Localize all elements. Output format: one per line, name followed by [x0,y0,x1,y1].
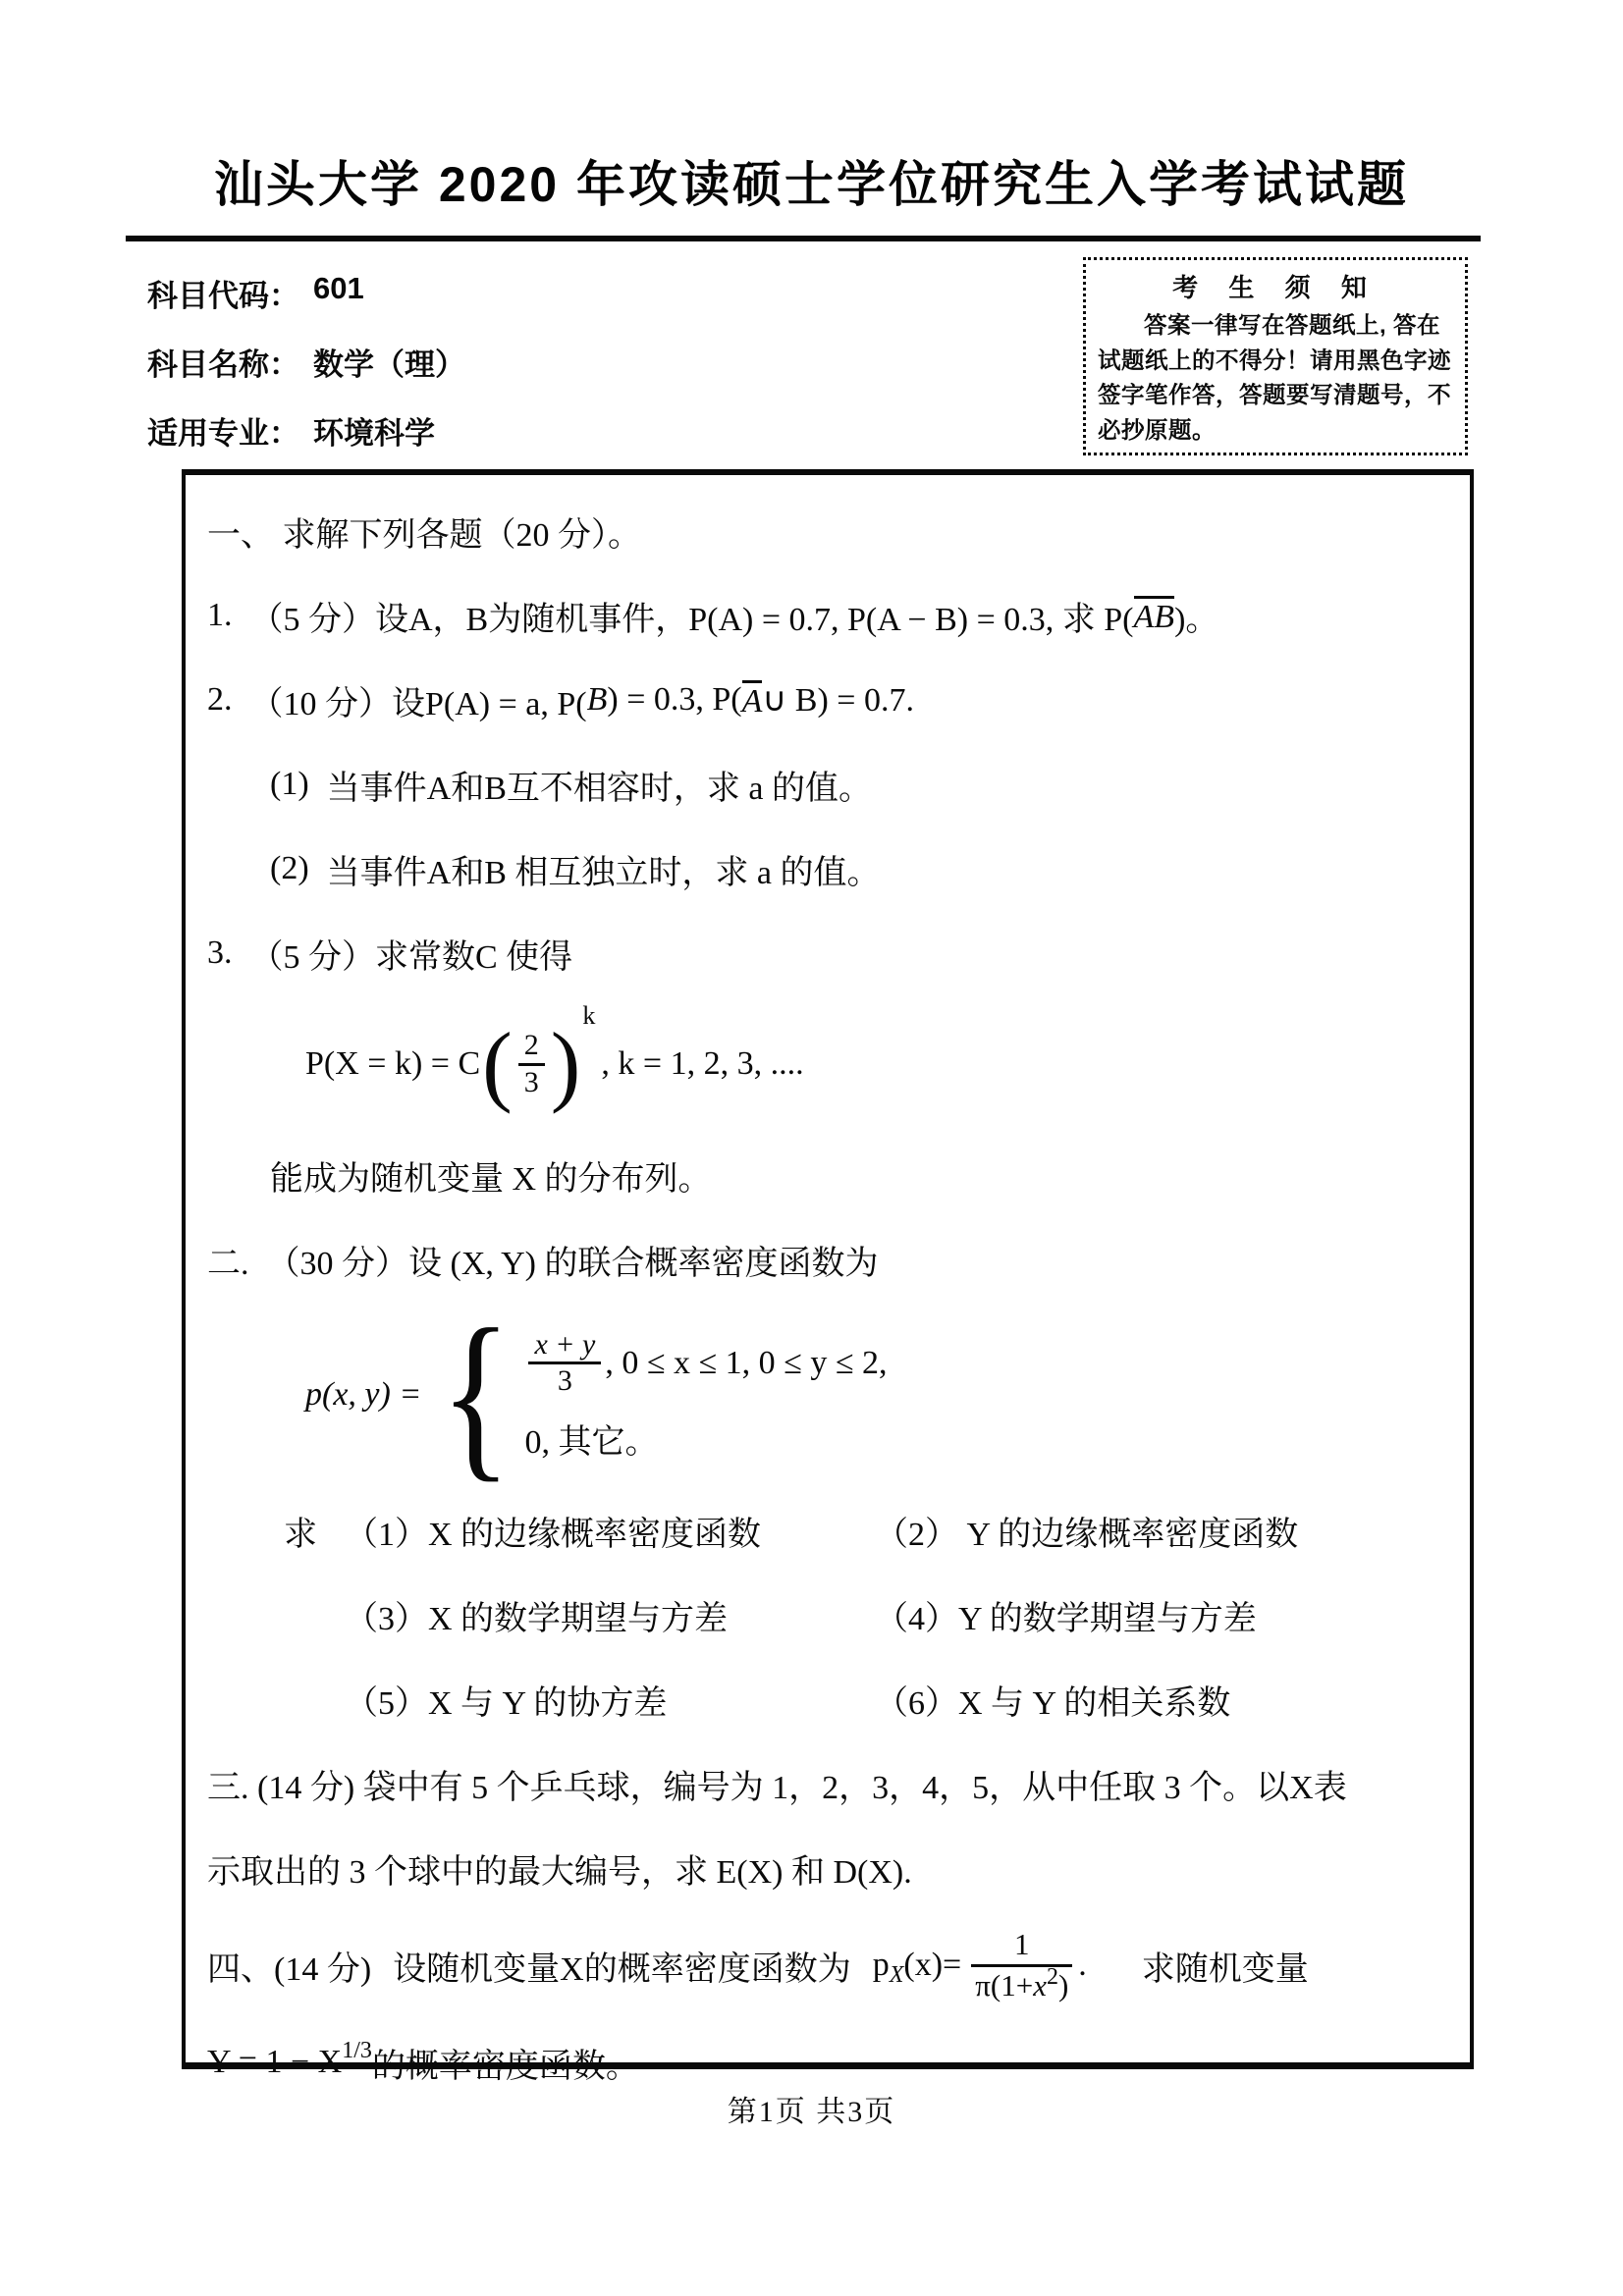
subject-name-value: 数学（理） [313,347,465,382]
transform-text: 的概率密度函数。 [371,2048,639,2085]
section-2-number: 二. [207,1245,249,1282]
question-1 [207,573,1446,658]
question-5-line-2: 示取出的 3 个球中的最大编号，求 E(X) 和 D(X). [207,1853,912,1891]
big-paren-open: ( [482,1014,513,1114]
ask-item-6: （6）X 与 Y 的相关系数 [875,1684,1231,1722]
ask-item-2: （2） Y 的边缘概率密度函数 [875,1516,1299,1553]
ask-item-1: （1）X 的边缘概率密度函数 [345,1516,762,1553]
exponent-k: k [582,1001,596,1030]
question-1-number: 1. [207,597,233,633]
notice-title: 考 生 须 知 [1172,273,1379,302]
notice-box [1083,257,1468,455]
sub-1-text: 当事件A和B互不相容时，求 a 的值。 [326,770,872,807]
cauchy-fraction [971,1928,1072,2002]
fraction-two-thirds [518,1029,545,1099]
ask-row-2 [207,1573,1446,1657]
ask-item-3: （3）X 的数学期望与方差 [345,1600,729,1637]
left-brace: { [440,1292,513,1498]
meta-subject-name [147,340,465,408]
question-2-sub-1 [207,742,1446,827]
major-value: 环境科学 [313,416,435,451]
meta-block [147,271,465,477]
question-2-text-mid: ) = 0.3, P( [607,681,742,718]
question-2-number: 2. [207,681,233,718]
question-6-text: 设随机变量X的概率密度函数为 [393,1950,851,1988]
ask-label: 求 [284,1516,317,1553]
overline-A: A [742,680,763,720]
question-2-text: （10 分）设P(A) = a, P( [249,685,587,722]
ask-row-1 [207,1488,1446,1573]
meta-subject-code [147,271,465,340]
formula-lhs: P(X = k) = C [305,1045,481,1082]
pdf-lhs: p(x, y) = [305,1376,422,1413]
overline-AB: AB [1134,596,1175,635]
question-3 [207,911,1446,995]
question-2-sub-2 [207,827,1446,911]
page-footer: 第1页 共3页 [727,2096,896,2128]
ask-item-4: （4）Y 的数学期望与方差 [875,1600,1257,1637]
question-3-text: （5 分）求常数C 使得 [249,938,573,976]
formula-period: . [1078,1947,1087,1983]
cauchy-numerator: 1 [1014,1927,1030,1962]
notice-body: 答案一律写在答题纸上, 答在试题纸上的不得分！请用黑色字迹签字笔作答，答题要写清题号，不必抄原题。 [1098,312,1451,444]
question-6-number: 四、(14 分) [207,1950,372,1988]
section-1-heading: 一、 求解下列各题（20 分）。 [207,516,641,554]
case-1-numerator: x + y [534,1327,596,1361]
pdf-case-2: 0, 其它。 [524,1423,659,1461]
question-2-text-end: ∪ B) = 0.7. [762,682,914,719]
section-2-heading [207,1217,1446,1302]
meta-major [147,408,465,477]
question-1-text: （5 分）设A，B为随机事件，P(A) = 0.7, P(A − B) = 0.3, 求 P( [249,601,1134,638]
density-arg: (x)= [903,1947,962,1983]
sub-2-number: (2) [270,850,309,886]
case-1-condition: , 0 ≤ x ≤ 1, 0 ≤ y ≤ 2, [605,1344,888,1381]
fraction-denominator: 3 [523,1065,539,1098]
subject-name-label: 科目名称： [147,347,299,382]
fraction-numerator: 2 [523,1029,539,1061]
section-2-text: （30 分）设 (X, Y) 的联合概率密度函数为 [266,1245,879,1282]
subject-code-label: 科目代码： [147,279,299,313]
ask-item-5: （5）X 与 Y 的协方差 [345,1684,668,1722]
distribution-formula [207,995,1446,1133]
joint-pdf-formula [207,1292,1446,1498]
page-title: 汕头大学 2020 年攻读硕士学位研究生入学考试试题 [213,157,1409,212]
question-6-line-1 [207,1910,1446,2020]
pdf-cases [524,1328,887,1463]
italic-B: B [586,681,608,718]
ask-row-3 [207,1657,1446,1741]
sub-1-number: (1) [270,766,309,802]
case-1-denominator: 3 [557,1364,572,1397]
question-1-text-end: )。 [1174,601,1219,638]
question-2 [207,658,1446,742]
formula-rhs: , k = 1, 2, 3, .... [601,1045,804,1082]
pdf-case-1 [524,1328,887,1399]
question-6-text-end: 求随机变量 [1141,1950,1309,1988]
question-3-number: 3. [207,934,233,971]
big-paren-close: ) [550,1014,581,1114]
density-subscript-X: X [889,1961,904,1988]
transform-lhs: Y = 1 − X [207,2044,343,2080]
exam-content-box [182,469,1474,2085]
case-1-fraction [528,1328,601,1399]
title-divider [126,236,1481,241]
sub-2-text: 当事件A和B 相互独立时，求 a 的值。 [326,854,881,891]
question-5-line-1: 三. (14 分) 袋中有 5 个乒乓球，编号为 1，2，3，4，5，从中任取 3 个。以X表 [207,1769,1347,1806]
major-label: 适用专业： [147,416,299,451]
density-symbol-p: p [872,1947,890,1983]
question-3-tail: 能成为随机变量 X 的分布列。 [270,1160,712,1198]
cauchy-denominator: $\pi(1+x^2)$ [975,1963,1069,2002]
subject-code-value: 601 [313,271,364,305]
transform-exponent: 1/3 [342,2037,372,2063]
